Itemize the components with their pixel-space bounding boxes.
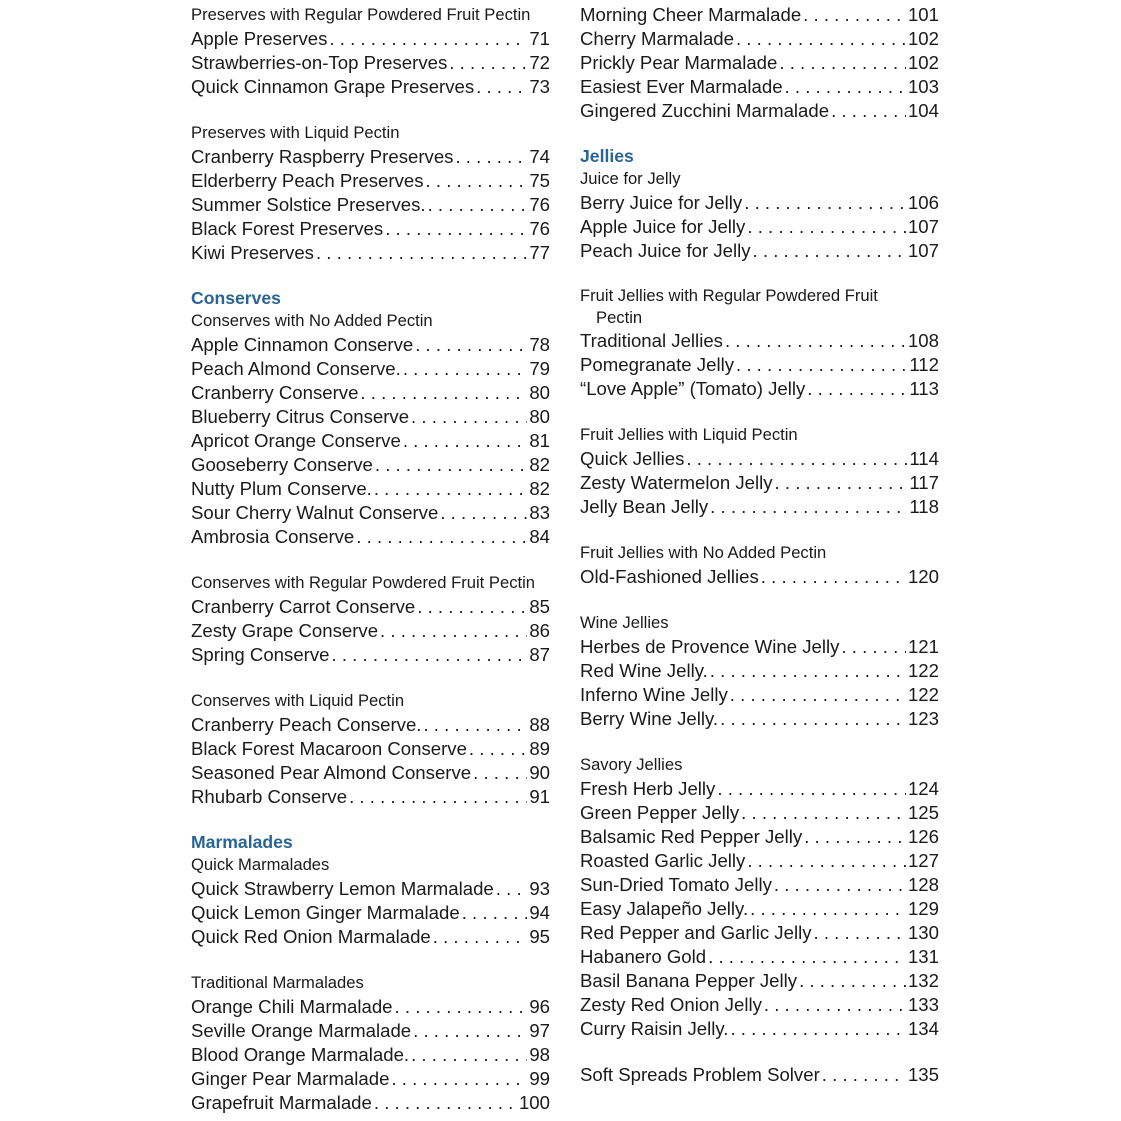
dot-leader bbox=[476, 75, 527, 99]
dot-leader bbox=[807, 377, 907, 401]
toc-entry[interactable] bbox=[191, 737, 550, 761]
toc-entry[interactable] bbox=[191, 333, 550, 357]
toc-entry[interactable] bbox=[191, 405, 550, 429]
entry-list bbox=[580, 777, 939, 1041]
dot-leader bbox=[753, 239, 906, 263]
dot-leader bbox=[764, 993, 906, 1017]
toc-entry[interactable] bbox=[191, 785, 550, 809]
entry-page-number: 135 bbox=[907, 1064, 939, 1085]
dot-leader bbox=[375, 453, 527, 477]
entry-page-number: 77 bbox=[529, 242, 550, 263]
dot-leader bbox=[814, 921, 906, 945]
entry-page-number: 134 bbox=[907, 1018, 939, 1039]
dot-leader bbox=[473, 761, 527, 785]
entry-list bbox=[191, 595, 550, 667]
entry-page-number: 76 bbox=[529, 194, 550, 215]
section-heading-jellies: Jellies bbox=[580, 146, 634, 166]
toc-entry[interactable] bbox=[580, 565, 939, 589]
entry-title: Strawberries-on-Top Preserves bbox=[191, 52, 448, 73]
toc-entry[interactable] bbox=[580, 921, 939, 945]
dot-leader bbox=[841, 635, 906, 659]
entry-page-number: 102 bbox=[907, 28, 939, 49]
entry-page-number: 87 bbox=[529, 644, 550, 665]
entry-title: Orange Chili Marmalade bbox=[191, 996, 393, 1017]
section-heading-conserves: Conserves bbox=[191, 288, 281, 308]
entry-page-number: 123 bbox=[907, 708, 939, 729]
entry-page-number: 101 bbox=[907, 4, 939, 25]
toc-entry[interactable] bbox=[191, 713, 550, 737]
entry-page-number: 99 bbox=[529, 1068, 550, 1089]
dot-leader bbox=[403, 357, 527, 381]
entry-page-number: 108 bbox=[907, 330, 939, 351]
dot-leader bbox=[374, 1091, 517, 1115]
toc-entry[interactable] bbox=[580, 377, 939, 401]
toc-entry[interactable] bbox=[580, 873, 939, 897]
entry-title: Blueberry Citrus Conserve bbox=[191, 406, 410, 427]
subsection-heading: Savory Jellies bbox=[580, 755, 683, 774]
dot-leader bbox=[717, 777, 906, 801]
toc-entry[interactable] bbox=[191, 525, 550, 549]
toc-entry-problem-solver[interactable] bbox=[580, 1063, 939, 1087]
subsection-heading: Juice for Jelly bbox=[580, 169, 681, 188]
entry-title: Pomegranate Jelly bbox=[580, 354, 734, 375]
entry-page-number: 96 bbox=[529, 996, 550, 1017]
entry-page-number: 122 bbox=[907, 660, 939, 681]
entry-page-number: 85 bbox=[529, 596, 550, 617]
entry-page-number: 104 bbox=[907, 100, 939, 121]
entry-page-number: 89 bbox=[529, 738, 550, 759]
entry-page-number: 94 bbox=[529, 902, 550, 923]
entry-title: Cranberry Raspberry Preserves bbox=[191, 146, 454, 167]
subsection-heading: Conserves with No Added Pectin bbox=[191, 311, 433, 330]
entry-title: Easy Jalapeño Jelly. bbox=[580, 898, 749, 919]
entry-title: Sour Cherry Walnut Conserve bbox=[191, 502, 439, 523]
entry-page-number: 90 bbox=[529, 762, 550, 783]
toc-entry[interactable] bbox=[191, 453, 550, 477]
entry-title: Elderberry Peach Preserves bbox=[191, 170, 424, 191]
entry-title: Rhubarb Conserve bbox=[191, 786, 348, 807]
entry-page-number: 112 bbox=[909, 354, 939, 375]
entry-list bbox=[580, 635, 939, 731]
entry-title: Ginger Pear Marmalade bbox=[191, 1068, 390, 1089]
toc-right-column bbox=[580, 3, 939, 1087]
dot-leader bbox=[799, 969, 906, 993]
toc-entry[interactable] bbox=[191, 595, 550, 619]
entry-title: Gingered Zucchini Marmalade bbox=[580, 100, 830, 121]
entry-page-number: 118 bbox=[909, 496, 939, 517]
toc-entry[interactable] bbox=[580, 707, 939, 731]
dot-leader bbox=[725, 329, 906, 353]
toc-entry[interactable] bbox=[580, 447, 939, 471]
toc-entry[interactable] bbox=[191, 619, 550, 643]
entry-page-number: 124 bbox=[907, 778, 939, 799]
toc-left-column bbox=[191, 3, 550, 1115]
toc-entry[interactable] bbox=[191, 429, 550, 453]
entry-page-number: 103 bbox=[907, 76, 939, 97]
entry-title: Prickly Pear Marmalade bbox=[580, 52, 778, 73]
entry-page-number: 88 bbox=[529, 714, 550, 735]
entry-page-number: 100 bbox=[518, 1092, 550, 1113]
dot-leader bbox=[831, 99, 906, 123]
entry-page-number: 117 bbox=[909, 472, 939, 493]
entry-page-number: 122 bbox=[907, 684, 939, 705]
entry-page-number: 102 bbox=[907, 52, 939, 73]
entry-page-number: 91 bbox=[529, 786, 550, 807]
toc-entry[interactable] bbox=[191, 1091, 550, 1115]
toc-entry[interactable] bbox=[191, 477, 550, 501]
toc-entry[interactable] bbox=[191, 145, 550, 169]
entry-title: Quick Lemon Ginger Marmalade bbox=[191, 902, 460, 923]
entry-page-number: 75 bbox=[529, 170, 550, 191]
subsection-heading bbox=[580, 285, 939, 329]
entry-page-number: 71 bbox=[529, 28, 550, 49]
toc-entry[interactable] bbox=[191, 169, 550, 193]
entry-list bbox=[580, 329, 939, 401]
subsection-heading: Conserves with Liquid Pectin bbox=[191, 691, 405, 710]
entry-page-number: 76 bbox=[529, 218, 550, 239]
entry-title: Red Wine Jelly. bbox=[580, 660, 708, 681]
entry-page-number: 114 bbox=[909, 448, 939, 469]
entry-title: Balsamic Red Pepper Jelly bbox=[580, 826, 803, 847]
entry-list bbox=[191, 333, 550, 549]
toc-entry[interactable] bbox=[191, 501, 550, 525]
entry-title: Zesty Red Onion Jelly bbox=[580, 994, 762, 1015]
dot-leader bbox=[411, 405, 527, 429]
toc-entry[interactable] bbox=[580, 329, 939, 353]
dot-leader bbox=[395, 995, 528, 1019]
dot-leader bbox=[374, 477, 527, 501]
entry-page-number: 83 bbox=[529, 502, 550, 523]
entry-title: Spring Conserve bbox=[191, 644, 330, 665]
entry-page-number: 132 bbox=[907, 970, 939, 991]
entry-page-number: 79 bbox=[529, 358, 550, 379]
entry-title: Roasted Garlic Jelly bbox=[580, 850, 746, 871]
entry-title: Peach Almond Conserve. bbox=[191, 358, 401, 379]
dot-leader bbox=[332, 643, 528, 667]
entry-list bbox=[191, 145, 550, 265]
toc-entry[interactable] bbox=[580, 75, 939, 99]
toc-entry[interactable] bbox=[191, 357, 550, 381]
dot-leader bbox=[417, 595, 527, 619]
entry-title: Cranberry Peach Conserve. bbox=[191, 714, 422, 735]
toc-entry[interactable] bbox=[580, 215, 939, 239]
entry-title: Berry Wine Jelly. bbox=[580, 708, 719, 729]
entry-page-number: 121 bbox=[907, 636, 939, 657]
entry-list bbox=[580, 191, 939, 263]
toc-entry[interactable] bbox=[580, 471, 939, 495]
toc-entry[interactable] bbox=[191, 51, 550, 75]
entry-title: Apple Cinnamon Conserve bbox=[191, 334, 414, 355]
dot-leader bbox=[411, 1043, 527, 1067]
entry-title: Seville Orange Marmalade bbox=[191, 1020, 412, 1041]
dot-leader bbox=[329, 27, 527, 51]
entry-title: Zesty Watermelon Jelly bbox=[580, 472, 773, 493]
dot-leader bbox=[415, 333, 527, 357]
dot-leader bbox=[440, 501, 527, 525]
entry-page-number: 130 bbox=[907, 922, 939, 943]
dot-leader bbox=[433, 925, 528, 949]
dot-leader bbox=[316, 241, 527, 265]
toc-entry[interactable] bbox=[191, 381, 550, 405]
entry-page-number: 125 bbox=[907, 802, 939, 823]
toc-entry[interactable] bbox=[191, 1067, 550, 1091]
toc-entry[interactable] bbox=[191, 241, 550, 265]
entry-title: Old-Fashioned Jellies bbox=[580, 566, 759, 587]
entry-title: Apricot Orange Conserve bbox=[191, 430, 401, 451]
toc-entry[interactable] bbox=[191, 27, 550, 51]
entry-title: Cranberry Carrot Conserve bbox=[191, 596, 416, 617]
toc-entry[interactable] bbox=[191, 217, 550, 241]
dot-leader bbox=[822, 1063, 906, 1087]
dot-leader bbox=[736, 27, 906, 51]
entry-page-number: 127 bbox=[907, 850, 939, 871]
entry-page-number: 82 bbox=[529, 454, 550, 475]
entry-title: Sun-Dried Tomato Jelly bbox=[580, 874, 772, 895]
entry-title: Inferno Wine Jelly bbox=[580, 684, 728, 705]
toc-entry[interactable] bbox=[191, 761, 550, 785]
toc-entry[interactable] bbox=[580, 969, 939, 993]
entry-title: Black Forest Macaroon Conserve bbox=[191, 738, 467, 759]
toc-entry[interactable] bbox=[191, 877, 550, 901]
toc-entry[interactable] bbox=[580, 945, 939, 969]
entry-list bbox=[580, 3, 939, 123]
dot-leader bbox=[686, 447, 907, 471]
entry-page-number: 107 bbox=[907, 240, 939, 261]
dot-leader bbox=[413, 1019, 527, 1043]
entry-title: Apple Preserves bbox=[191, 28, 328, 49]
entry-title: Green Pepper Jelly bbox=[580, 802, 740, 823]
entry-page-number: 107 bbox=[907, 216, 939, 237]
entry-title: Easiest Ever Marmalade bbox=[580, 76, 783, 97]
entry-title: Peach Juice for Jelly bbox=[580, 240, 751, 261]
entry-title: Quick Cinnamon Grape Preserves bbox=[191, 76, 475, 97]
entry-title: Fresh Herb Jelly bbox=[580, 778, 716, 799]
dot-leader bbox=[380, 619, 527, 643]
entry-title: Black Forest Preserves bbox=[191, 218, 384, 239]
dot-leader bbox=[774, 873, 906, 897]
toc-entry[interactable] bbox=[191, 1019, 550, 1043]
entry-list bbox=[580, 447, 939, 519]
entry-page-number: 131 bbox=[907, 946, 939, 967]
entry-page-number: 72 bbox=[529, 52, 550, 73]
entry-title: Quick Red Onion Marmalade bbox=[191, 926, 431, 947]
subsection-heading-line2: Pectin bbox=[596, 308, 643, 327]
toc-entry[interactable] bbox=[580, 777, 939, 801]
dot-leader bbox=[385, 217, 527, 241]
dot-leader bbox=[720, 707, 906, 731]
entry-page-number: 81 bbox=[529, 430, 550, 451]
dot-leader bbox=[803, 3, 906, 27]
entry-page-number: 126 bbox=[907, 826, 939, 847]
entry-list bbox=[191, 27, 550, 99]
toc-entry[interactable] bbox=[580, 99, 939, 123]
entry-page-number: 82 bbox=[529, 478, 550, 499]
dot-leader bbox=[761, 565, 906, 589]
dot-leader bbox=[747, 849, 906, 873]
toc-entry[interactable] bbox=[580, 495, 939, 519]
entry-list bbox=[191, 995, 550, 1115]
entry-title: Grapefruit Marmalade bbox=[191, 1092, 372, 1113]
dot-leader bbox=[730, 1017, 906, 1041]
entry-page-number: 93 bbox=[529, 878, 550, 899]
dot-leader bbox=[747, 215, 906, 239]
toc-entry[interactable] bbox=[580, 51, 939, 75]
dot-leader bbox=[710, 659, 906, 683]
entry-title: Habanero Gold bbox=[580, 946, 707, 967]
entry-page-number: 120 bbox=[907, 566, 939, 587]
toc-entry[interactable] bbox=[580, 635, 939, 659]
entry-title: Kiwi Preserves bbox=[191, 242, 314, 263]
entry-title: Nutty Plum Conserve. bbox=[191, 478, 372, 499]
subsection-heading: Fruit Jellies with Liquid Pectin bbox=[580, 425, 798, 444]
dot-leader bbox=[804, 825, 906, 849]
dot-leader bbox=[730, 683, 906, 707]
toc-entry[interactable] bbox=[580, 849, 939, 873]
entry-title: Blood Orange Marmalade. bbox=[191, 1044, 410, 1065]
dot-leader bbox=[423, 713, 527, 737]
dot-leader bbox=[736, 353, 907, 377]
entry-title: Seasoned Pear Almond Conserve bbox=[191, 762, 472, 783]
toc-entry[interactable] bbox=[580, 353, 939, 377]
toc-entry[interactable] bbox=[580, 239, 939, 263]
toc-entry[interactable] bbox=[191, 643, 550, 667]
entry-page-number: 80 bbox=[529, 382, 550, 403]
toc-entry[interactable] bbox=[580, 683, 939, 707]
toc-entry[interactable] bbox=[191, 193, 550, 217]
dot-leader bbox=[356, 525, 527, 549]
dot-leader bbox=[775, 471, 908, 495]
entry-page-number: 129 bbox=[907, 898, 939, 919]
entry-title: Quick Strawberry Lemon Marmalade bbox=[191, 878, 494, 899]
entry-title: Jelly Bean Jelly bbox=[580, 496, 709, 517]
entry-title: Herbes de Provence Wine Jelly bbox=[580, 636, 840, 657]
entry-title: Morning Cheer Marmalade bbox=[580, 4, 802, 25]
subsection-heading: Fruit Jellies with No Added Pectin bbox=[580, 543, 827, 562]
dot-leader bbox=[449, 51, 527, 75]
toc-entry[interactable] bbox=[580, 801, 939, 825]
dot-leader bbox=[708, 945, 906, 969]
dot-leader bbox=[462, 901, 528, 925]
dot-leader bbox=[391, 1067, 527, 1091]
toc-entry[interactable] bbox=[580, 3, 939, 27]
entry-page-number: 84 bbox=[529, 526, 550, 547]
entry-title: Basil Banana Pepper Jelly bbox=[580, 970, 798, 991]
entry-page-number: 97 bbox=[529, 1020, 550, 1041]
entry-title: Traditional Jellies bbox=[580, 330, 723, 351]
subsection-heading-line1: Fruit Jellies with Regular Powdered Fruit bbox=[580, 286, 878, 305]
entry-page-number: 74 bbox=[529, 146, 550, 167]
toc-entry[interactable] bbox=[580, 825, 939, 849]
toc-entry[interactable] bbox=[191, 75, 550, 99]
dot-leader bbox=[741, 801, 906, 825]
entry-page-number: 106 bbox=[907, 192, 939, 213]
toc-entry[interactable] bbox=[191, 995, 550, 1019]
subsection-heading: Quick Marmalades bbox=[191, 855, 330, 874]
dot-leader bbox=[455, 145, 527, 169]
entry-page-number: 80 bbox=[529, 406, 550, 427]
entry-page-number: 133 bbox=[907, 994, 939, 1015]
entry-title: Cherry Marmalade bbox=[580, 28, 734, 49]
subsection-heading: Conserves with Regular Powdered Fruit Pectin bbox=[191, 573, 536, 592]
entry-list bbox=[191, 877, 550, 949]
entry-list bbox=[191, 713, 550, 809]
entry-page-number: 86 bbox=[529, 620, 550, 641]
entry-title: Summer Solstice Preserves. bbox=[191, 194, 426, 215]
entry-title: Soft Spreads Problem Solver bbox=[580, 1064, 820, 1085]
entry-title: Red Pepper and Garlic Jelly bbox=[580, 922, 812, 943]
dot-leader bbox=[750, 897, 906, 921]
toc-entry[interactable] bbox=[191, 1043, 550, 1067]
dot-leader bbox=[349, 785, 527, 809]
section-heading-marmalades: Marmalades bbox=[191, 832, 293, 852]
subsection-heading: Wine Jellies bbox=[580, 613, 669, 632]
entry-page-number: 98 bbox=[529, 1044, 550, 1065]
entry-title: Curry Raisin Jelly. bbox=[580, 1018, 729, 1039]
dot-leader bbox=[785, 75, 906, 99]
entry-list bbox=[580, 565, 939, 589]
dot-leader bbox=[779, 51, 906, 75]
toc-entry[interactable] bbox=[580, 897, 939, 921]
dot-leader bbox=[710, 495, 907, 519]
entry-title: Berry Juice for Jelly bbox=[580, 192, 743, 213]
entry-page-number: 128 bbox=[907, 874, 939, 895]
dot-leader bbox=[426, 169, 528, 193]
dot-leader bbox=[360, 381, 527, 405]
toc-entry[interactable] bbox=[191, 925, 550, 949]
subsection-heading: Preserves with Regular Powdered Fruit Pectin bbox=[191, 5, 531, 24]
entry-page-number: 73 bbox=[529, 76, 550, 97]
subsection-heading: Preserves with Liquid Pectin bbox=[191, 123, 400, 142]
entry-title: Quick Jellies bbox=[580, 448, 685, 469]
toc-entry[interactable] bbox=[580, 1017, 939, 1041]
entry-title: Gooseberry Conserve bbox=[191, 454, 373, 475]
entry-page-number: 113 bbox=[909, 378, 939, 399]
toc-entry[interactable] bbox=[580, 27, 939, 51]
entry-title: “Love Apple” (Tomato) Jelly bbox=[580, 378, 806, 399]
entry-title: Apple Juice for Jelly bbox=[580, 216, 746, 237]
dot-leader bbox=[403, 429, 528, 453]
dot-leader bbox=[744, 191, 906, 215]
toc-entry[interactable] bbox=[580, 993, 939, 1017]
dot-leader bbox=[496, 877, 528, 901]
toc-entry[interactable] bbox=[580, 659, 939, 683]
entry-title: Ambrosia Conserve bbox=[191, 526, 355, 547]
entry-title: Cranberry Conserve bbox=[191, 382, 359, 403]
dot-leader bbox=[469, 737, 527, 761]
entry-page-number: 95 bbox=[529, 926, 550, 947]
entry-page-number: 78 bbox=[529, 334, 550, 355]
toc-entry[interactable] bbox=[191, 901, 550, 925]
toc-entry[interactable] bbox=[580, 191, 939, 215]
entry-title: Zesty Grape Conserve bbox=[191, 620, 379, 641]
subsection-heading: Traditional Marmalades bbox=[191, 973, 364, 992]
dot-leader bbox=[428, 193, 528, 217]
